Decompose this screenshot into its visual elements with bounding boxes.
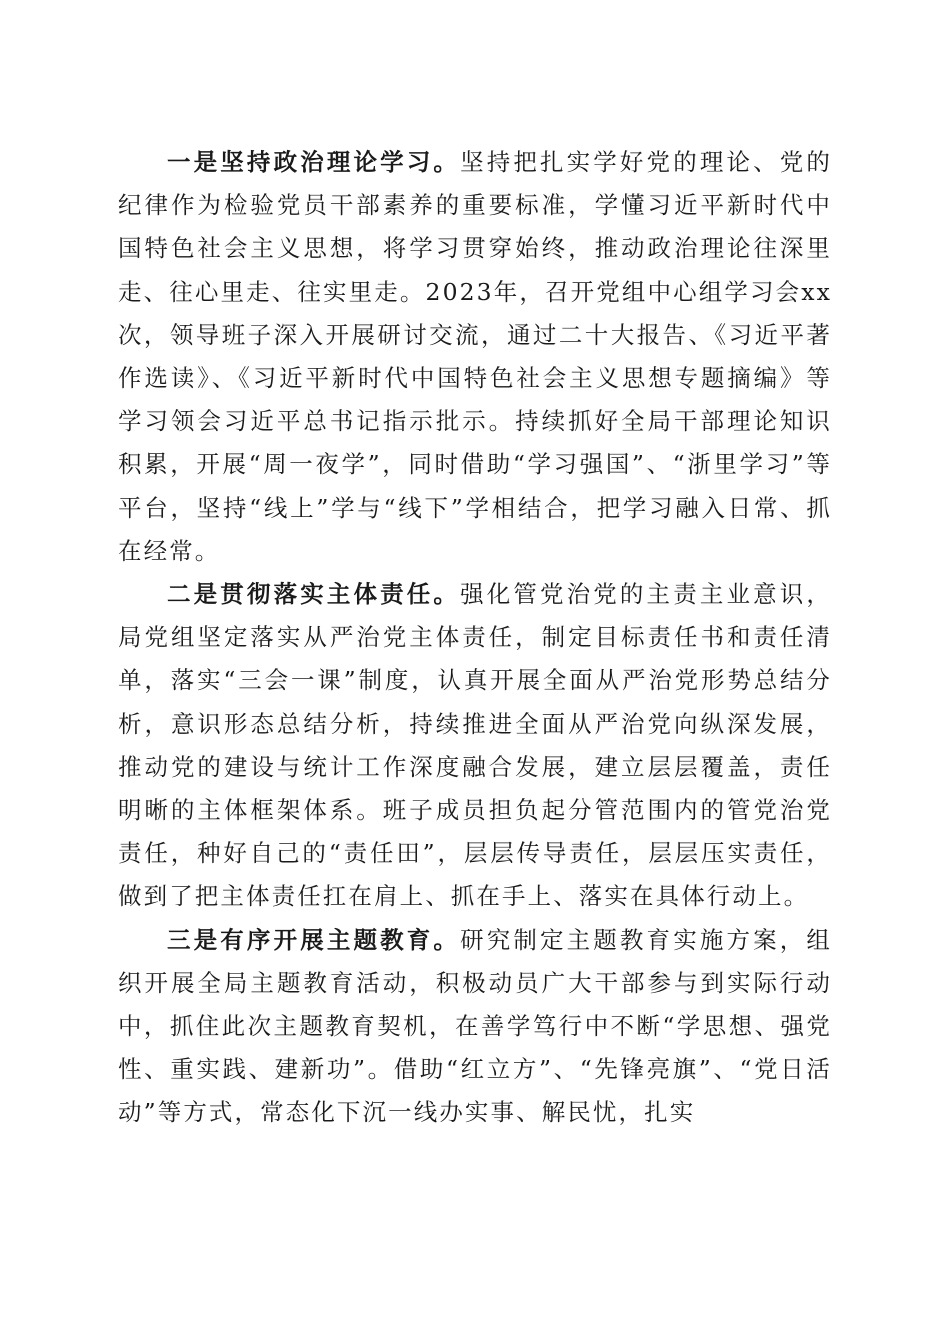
paragraph-text: 研究制定主题教育实施方案，组织开展全局主题教育活动，积极动员广大干部参与到实际行动中，抓住此次主题教育契机，在善学笃行中不断“学思想、强党性、重实践、建新功”。借助“红立方”、“先锋亮旗”、“党日活动”等方式，常态化下沉一线办实事、解民忧，扎实 [118, 925, 832, 1127]
paragraph-lead: 二是贯彻落实主体责任。 [167, 580, 461, 609]
paragraph-text: 强化管党治党的主责主业意识，局党组坚定落实从严治党主体责任，制定目标责任书和责任清单，落实“三会一课”制度，认真开展全面从严治党形势总结分析，意识形态总结分析，持续推进全面从严治党向纵深发展，推动党的建设与统计工作深度融合发展，建立层层覆盖，责任明晰的主体框架体系。班子成员担负起分管范围内的管党治党责任，种好自己的“责任田”，层层传导责任，层层压实责任，做到了把主体责任扛在肩上、抓在手上、落实在具体行动上。 [118, 580, 832, 911]
paragraph-text: 坚持把扎实学好党的理论、党的纪律作为检验党员干部素养的重要标准，学懂习近平新时代中国特色社会主义思想，将学习贯穿始终，推动政治理论往深里走、往心里走、往实里走。2023年，召开党组中心组学习会xx次，领导班子深入开展研讨交流，通过二十大报告、《习近平著作选读》、《习近平新时代中国特色社会主义思想专题摘编》等学习领会习近平总书记指示批示。持续抓好全局干部理论知识积累，开展“周一夜学”，同时借助“学习强国”、“浙里学习”等平台，坚持“线上”学与“线下”学相结合，把学习融入日常、抓在经常。 [118, 148, 832, 565]
paragraph-lead: 三是有序开展主题教育。 [167, 925, 461, 954]
document-body [118, 141, 832, 1135]
paragraph-theme-education [118, 919, 832, 1135]
paragraph-lead: 一是坚持政治理论学习。 [167, 148, 461, 176]
paragraph-main-responsibility [118, 573, 832, 919]
paragraph-political-theory-study [118, 141, 832, 573]
